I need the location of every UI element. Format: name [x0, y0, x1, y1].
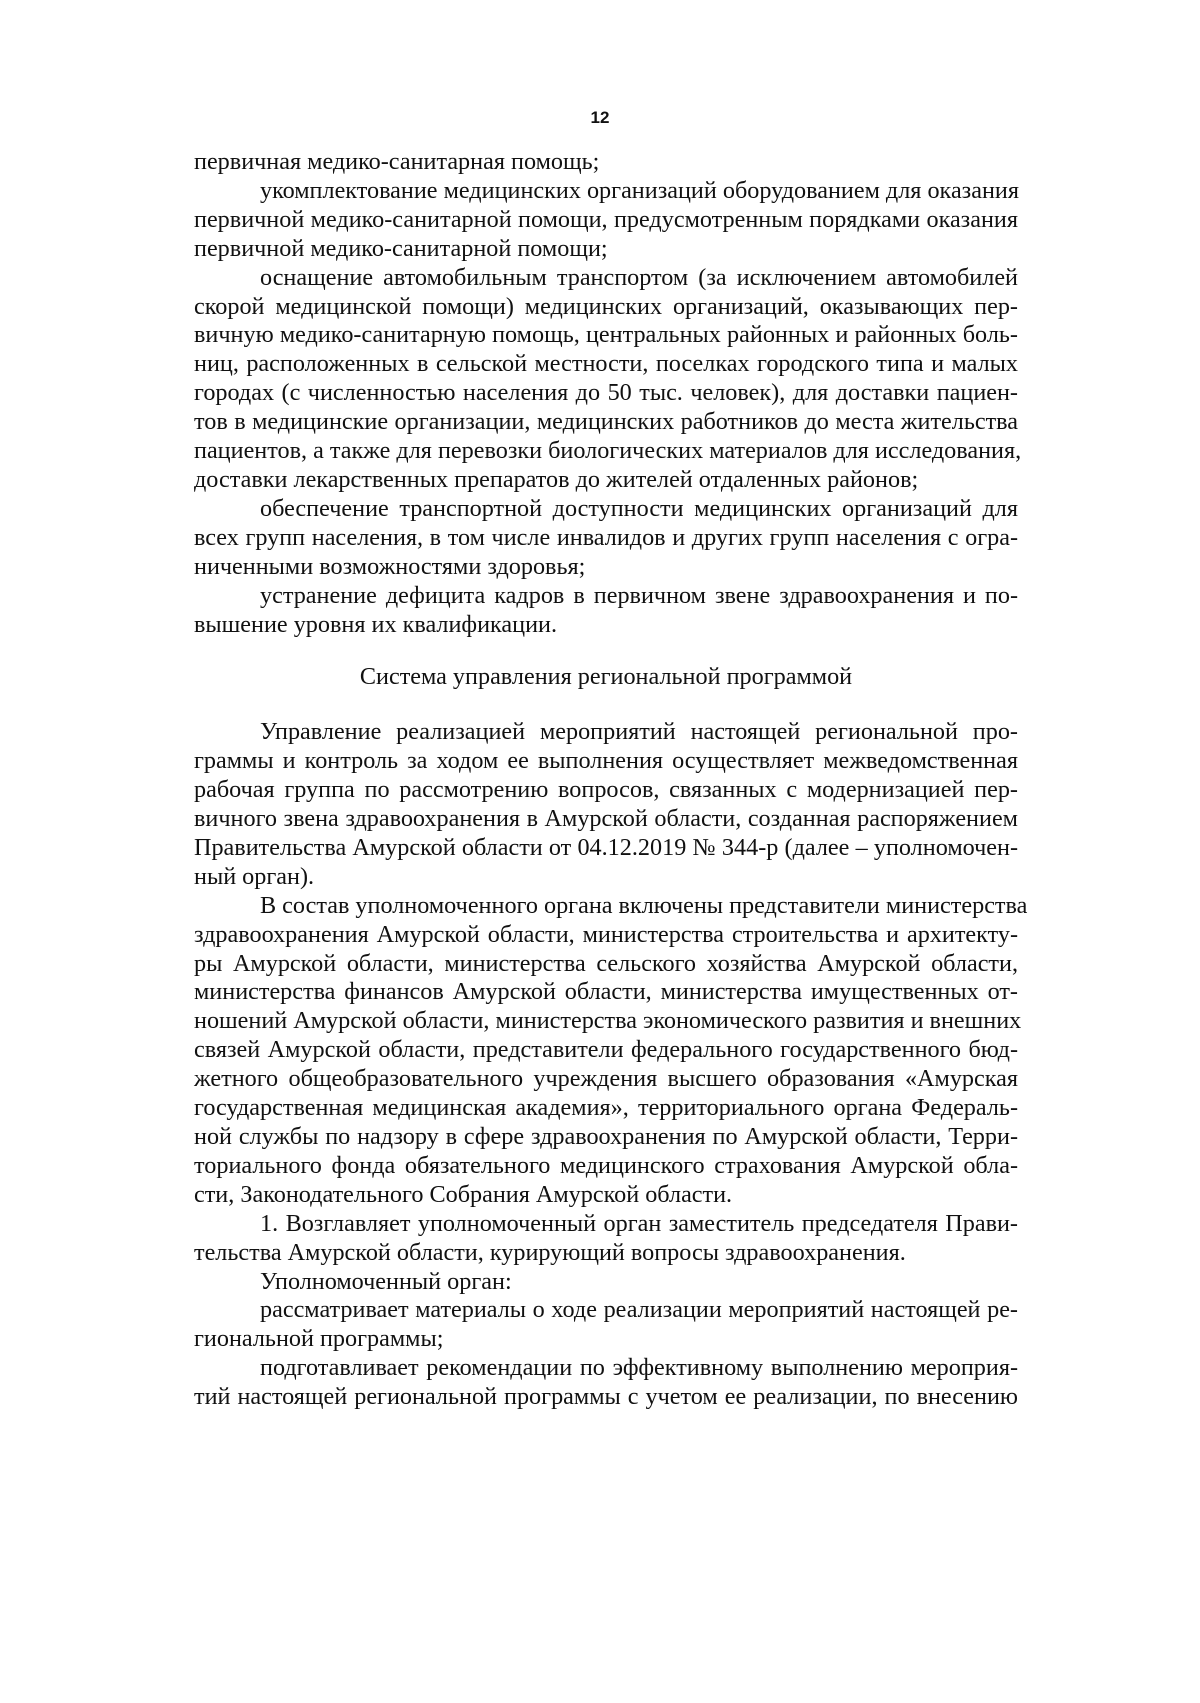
text-line: граммы и контроль за ходом ее выполнения осуществляет межведомственная — [194, 747, 1018, 775]
text-line: ношений Амурской области, министерства экономического развития и внешних — [194, 1007, 1022, 1035]
text-line: рассматривает материалы о ходе реализации мероприятий настоящей ре- — [260, 1296, 1018, 1324]
text-line: 1. Возглавляет уполномоченный орган заместитель председателя Прави- — [260, 1209, 1018, 1237]
document-body — [194, 148, 1028, 1412]
text-line: вичную медико-санитарную помощь, центральных районных и районных боль- — [194, 321, 1018, 349]
text-line: подготавливает рекомендации по эффективному выполнению мероприя- — [260, 1354, 1018, 1382]
paragraph — [194, 718, 1018, 891]
text-line: вышение уровня их квалификации. — [194, 610, 558, 638]
text-line: ной службы по надзору в сфере здравоохранения по Амурской области, Терри- — [194, 1123, 1018, 1150]
text-line: доставки лекарственных препаратов до жителей отдаленных районов; — [194, 465, 919, 493]
section-heading — [194, 663, 1018, 692]
text-line: ниченными возможностями здоровья; — [194, 552, 586, 580]
paragraph — [194, 1296, 1018, 1354]
text-line: тий настоящей региональной программы с учетом ее реализации, по внесению — [194, 1383, 1018, 1411]
text-line: пациентов, а также для перевозки биологических материалов для исследования, — [194, 437, 1022, 465]
paragraph — [194, 1354, 1018, 1412]
text-line: государственная медицинская академия», территориального органа Федераль- — [194, 1094, 1018, 1122]
text-line: ный орган). — [194, 862, 315, 890]
text-line: Уполномоченный орган: — [260, 1267, 512, 1295]
heading-line: Система управления региональной программой — [359, 663, 853, 691]
paragraph — [194, 177, 1018, 264]
text-line: министерства финансов Амурской области, министерства имущественных от- — [194, 978, 1018, 1006]
text-line: вичного звена здравоохранения в Амурской области, созданная распоряжением — [194, 805, 1018, 833]
text-line: первичной медико-санитарной помощи, предусмотренным порядками оказания — [194, 205, 1018, 233]
text-line: укомплектование медицинских организаций оборудованием для оказания — [260, 176, 1019, 204]
text-line: сти, Законодательного Собрания Амурской области. — [194, 1180, 733, 1208]
page-number: 12 — [590, 108, 610, 127]
text-line: Управление реализацией мероприятий настоящей региональной про- — [260, 718, 1018, 746]
text-line: обеспечение транспортной доступности медицинских организаций для — [260, 494, 1018, 522]
paragraph — [194, 582, 1018, 640]
paragraph — [194, 263, 1022, 495]
text-line: ториального фонда обязательного медицинского страхования Амурской обла- — [194, 1151, 1018, 1179]
text-line: первичная медико-санитарная помощь; — [194, 148, 600, 175]
text-line: ниц, расположенных в сельской местности, поселках городского типа и малых — [194, 350, 1018, 378]
paragraph — [194, 1210, 1018, 1268]
text-line: городах (с численностью населения до 50 тыс. человек), для доставки пациен- — [194, 379, 1018, 407]
text-line: тов в медицинские организации, медицинских работников до места жительства — [194, 408, 1018, 436]
text-line: первичной медико-санитарной помощи; — [194, 234, 608, 262]
text-line: рабочая группа по рассмотрению вопросов, связанных с модернизацией пер- — [194, 776, 1018, 804]
text-line: оснащение автомобильным транспортом (за исключением автомобилей — [260, 263, 1018, 291]
text-line: ры Амурской области, министерства сельского хозяйства Амурской области, — [194, 949, 1018, 977]
paragraph — [194, 495, 1018, 582]
text-line: В состав уполномоченного органа включены представители министерства — [260, 891, 1028, 919]
text-line: связей Амурской области, представители федерального государственного бюд- — [194, 1036, 1018, 1064]
text-line: гиональной программы; — [194, 1325, 444, 1353]
text-line: тельства Амурской области, курирующий вопросы здравоохранения. — [194, 1238, 906, 1266]
text-line: устранение дефицита кадров в первичном звене здравоохранения и по- — [260, 581, 1018, 609]
text-line: здравоохранения Амурской области, министерства строительства и архитекту- — [194, 920, 1018, 948]
paragraph — [194, 1268, 1018, 1297]
text-line: скорой медицинской помощи) медицинских организаций, оказывающих пер- — [194, 292, 1018, 320]
text-line: Правительства Амурской области от 04.12.2019 № 344-р (далее – уполномочен- — [194, 833, 1018, 861]
paragraph — [194, 891, 1028, 1210]
text-line: жетного общеобразовательного учреждения высшего образования «Амурская — [194, 1065, 1018, 1093]
paragraph — [194, 148, 1018, 177]
text-line: всех групп населения, в том числе инвалидов и других групп населения с огра- — [194, 523, 1018, 551]
